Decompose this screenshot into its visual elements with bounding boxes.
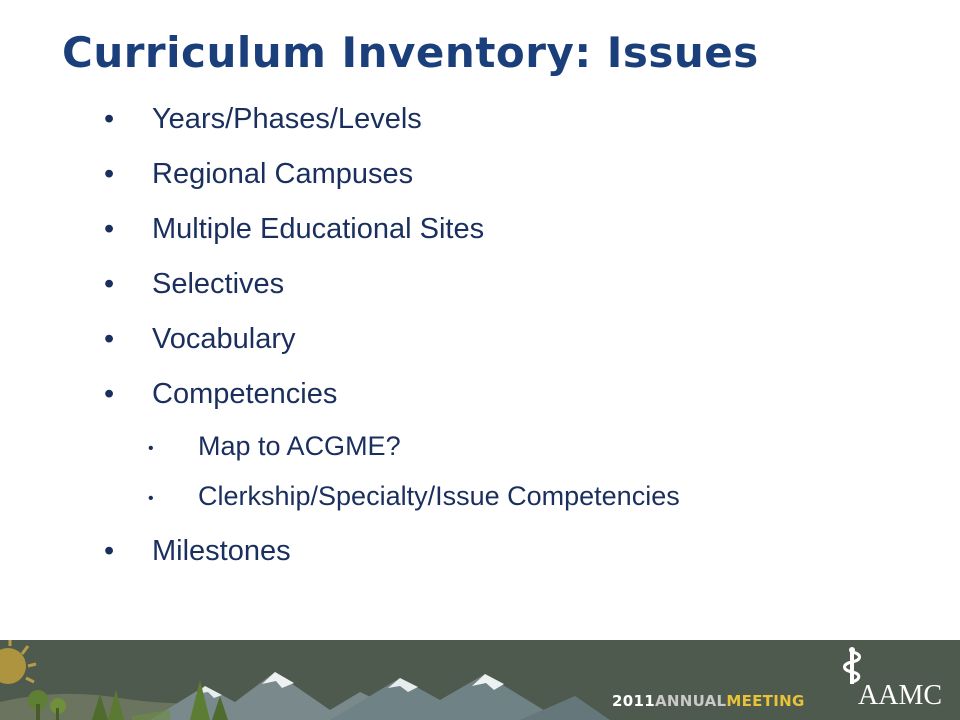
annual-meeting-label bbox=[612, 692, 805, 710]
bullet-dot: • bbox=[104, 103, 115, 135]
meeting-year: 2011 bbox=[612, 692, 655, 710]
bullet-text: Competencies bbox=[152, 378, 338, 410]
sub-bullet-dot: • bbox=[148, 440, 154, 457]
bullet-text: Multiple Educational Sites bbox=[152, 213, 485, 245]
bullet-dot: • bbox=[104, 323, 115, 355]
landscape-illustration bbox=[0, 640, 960, 720]
sun-icon bbox=[0, 640, 36, 684]
bullet-text: Selectives bbox=[152, 268, 285, 300]
bullet-dot: • bbox=[104, 268, 115, 300]
bullet-dot: • bbox=[104, 378, 115, 410]
aamc-logo-text: AAMC bbox=[858, 680, 943, 711]
bullet-dot: • bbox=[104, 535, 115, 567]
bullet-dot: • bbox=[104, 158, 115, 190]
bullet-text: Milestones bbox=[152, 535, 291, 567]
sub-bullet-text: Map to ACGME? bbox=[198, 431, 401, 461]
bullet-dot: • bbox=[104, 213, 115, 245]
bullet-text: Years/Phases/Levels bbox=[152, 103, 422, 135]
sub-bullet-dot: • bbox=[148, 490, 154, 507]
meeting-word: MEETING bbox=[726, 692, 805, 710]
footer-band bbox=[0, 640, 960, 720]
aamc-logo bbox=[838, 646, 948, 716]
meeting-annual: ANNUAL bbox=[654, 692, 727, 710]
sub-bullet-text: Clerkship/Specialty/Issue Competencies bbox=[198, 481, 680, 511]
bullet-text: Regional Campuses bbox=[152, 158, 414, 190]
bullet-text: Vocabulary bbox=[152, 323, 296, 355]
slide-title: Curriculum Inventory: Issues bbox=[62, 28, 759, 77]
